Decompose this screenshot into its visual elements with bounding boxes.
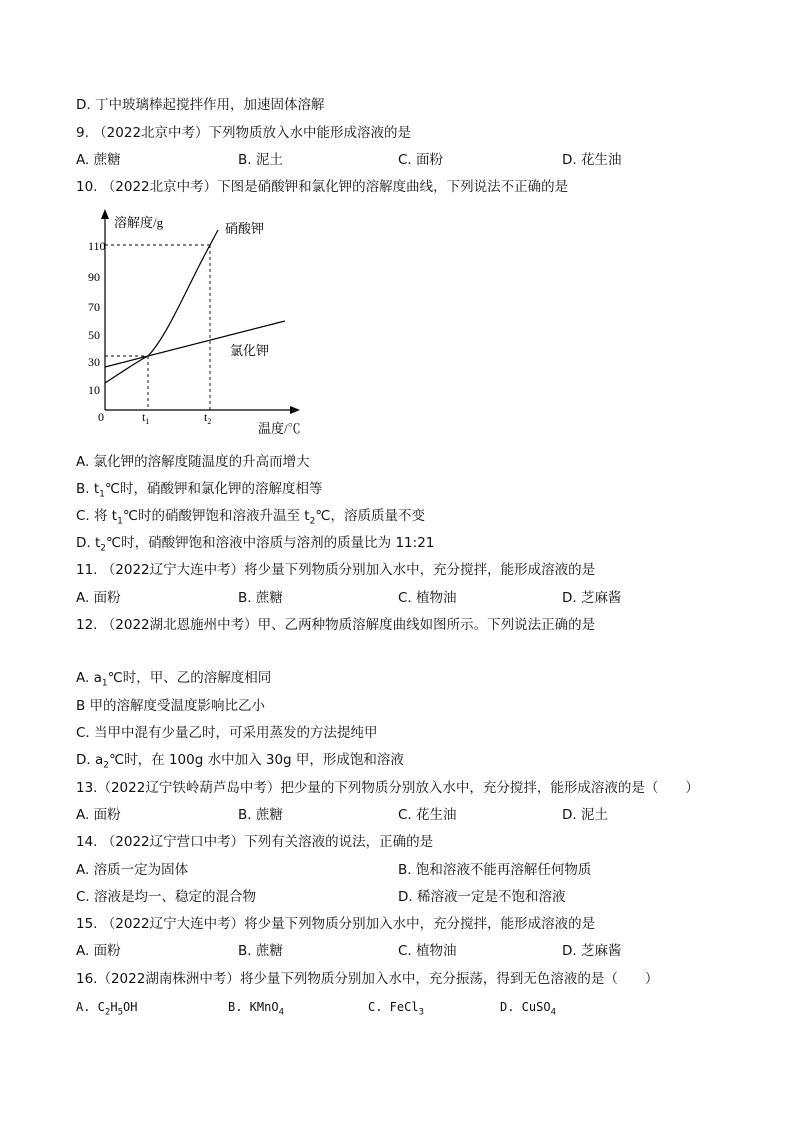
q15-option-b: B. 蔗糖 (238, 943, 283, 959)
q10-option-d: D. $t_2℃$时，硝酸钾饱和溶液中溶质与溶剂的质量比为 11:21 (76, 535, 435, 554)
q11-option-c: C. 植物油 (398, 590, 457, 606)
q9-option-c: C. 面粉 (398, 152, 444, 168)
question-11: 11. （2022辽宁大连中考）将少量下列物质分别加入水中，充分搅拌，能形成溶液的是 (76, 562, 596, 578)
q14-option-a: A. 溶质一定为固体 (76, 862, 189, 878)
q14-option-c: C. 溶液是均一、稳定的混合物 (76, 889, 257, 905)
q12-option-c: C. 当甲中混有少量乙时，可采用蒸发的方法提纯甲 (76, 725, 378, 741)
ytick-70: 70 (88, 300, 100, 314)
series-label-kcl: 氯化钾 (230, 343, 270, 358)
question-9: 9. （2022北京中考）下列物质放入水中能形成溶液的是 (76, 125, 412, 141)
xtick-0: 0 (98, 410, 104, 424)
q9-option-a: A. 蔗糖 (76, 152, 121, 168)
q13-option-c: C. 花生油 (398, 807, 457, 823)
q16-option-b: B. KMnO$_4$ (228, 1000, 284, 1018)
x-axis-label: 温度/℃ (258, 421, 301, 436)
q9-option-d: D. 花生油 (562, 152, 622, 168)
q10-option-b: B. $t_1℃$时，硝酸钾和氯化钾的溶解度相等 (76, 481, 323, 500)
q10-option-c: C. 将 $t_1℃$时的硝酸钾饱和溶液升温至 $t_2℃$，溶质质量不变 (76, 508, 425, 527)
x-axis-arrow (290, 406, 300, 414)
q13-option-b: B. 蔗糖 (238, 807, 283, 823)
q11-option-b: B. 蔗糖 (238, 590, 283, 606)
question-13: 13.（2022辽宁铁岭葫芦岛中考）把少量的下列物质分别放入水中，充分搅拌，能形成溶液的是（ ） (76, 780, 699, 796)
q11-option-d: D. 芝麻酱 (562, 590, 622, 606)
ytick-50: 50 (88, 328, 100, 342)
question-16: 16.（2022湖南株洲中考）将少量下列物质分别加入水中，充分振荡，得到无色溶液的是（ ） (76, 971, 659, 987)
series-kno3-curve (105, 230, 218, 383)
series-label-kno3: 硝酸钾 (225, 221, 265, 236)
q9-option-b: B. 泥土 (238, 152, 283, 168)
xtick-t2: $t_2$ (204, 410, 212, 426)
y-axis-arrow (101, 209, 109, 219)
q16-option-c: C. FeCl$_3$ (368, 1000, 424, 1018)
q12-option-a: A. $a_1℃$时，甲、乙的溶解度相同 (76, 670, 272, 689)
q12-option-d: D. $a_2℃$时，在 100g 水中加入 30g 甲，形成饱和溶液 (76, 752, 404, 771)
ytick-10: 10 (88, 383, 100, 397)
q13-option-d: D. 泥土 (562, 807, 608, 823)
q16-option-d: D. CuSO$_4$ (500, 1000, 556, 1018)
q13-option-a: A. 面粉 (76, 807, 121, 823)
option-d-q8: D. 丁中玻璃棒起搅拌作用，加速固体溶解 (76, 97, 325, 113)
q15-option-d: D. 芝麻酱 (562, 943, 622, 959)
ytick-90: 90 (88, 270, 100, 284)
q11-option-a: A. 面粉 (76, 590, 121, 606)
xtick-t1: $t_1$ (142, 410, 150, 426)
q12-option-b: B 甲的溶解度受温度影响比乙小 (76, 698, 266, 714)
question-10: 10. （2022北京中考）下图是硝酸钾和氯化钾的溶解度曲线，下列说法不正确的是 (76, 179, 569, 195)
question-15: 15. （2022辽宁大连中考）将少量下列物质分别加入水中，充分搅拌，能形成溶液的是 (76, 916, 596, 932)
q14-option-d: D. 稀溶液一定是不饱和溶液 (398, 889, 566, 905)
q14-option-b: B. 饱和溶液不能再溶解任何物质 (398, 862, 592, 878)
y-axis-label: 溶解度/g (114, 215, 164, 230)
q15-option-a: A. 面粉 (76, 943, 121, 959)
question-14: 14. （2022辽宁营口中考）下列有关溶液的说法，正确的是 (76, 834, 434, 850)
q16-option-a: A. $C_2H_5OH$ (76, 1000, 138, 1018)
solubility-chart (80, 205, 310, 440)
ytick-110: 110 (88, 239, 106, 253)
ytick-30: 30 (88, 355, 100, 369)
q15-option-c: C. 植物油 (398, 943, 457, 959)
question-12: 12. （2022湖北恩施州中考）甲、乙两种物质溶解度曲线如图所示。下列说法正确的是 (76, 617, 596, 633)
q10-option-a: A. 氯化钾的溶解度随温度的升高而增大 (76, 454, 310, 470)
